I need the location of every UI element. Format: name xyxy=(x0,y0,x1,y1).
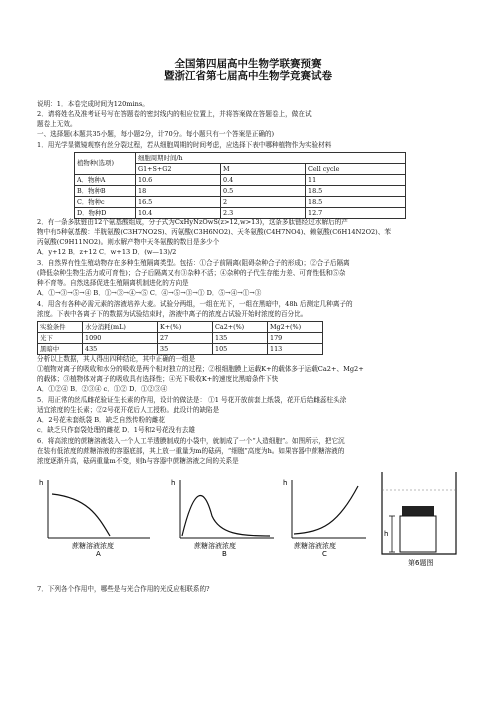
table-cell: 光下 xyxy=(38,333,83,344)
question-3-line: (降低杂种生物生活力或可育性)；合子后隔离又有③杂种不活；④杂种的子代生存能力差、可育性低和⑤杂 xyxy=(37,269,346,277)
graph-xlabel: 蔗糖溶液浓度 xyxy=(294,542,336,550)
table-cell: 2.3 xyxy=(221,208,306,219)
table-row xyxy=(75,208,406,219)
table-cell: 12.7 xyxy=(306,208,406,219)
graph-ylabel: h xyxy=(171,479,176,487)
graph-a xyxy=(38,476,158,556)
question-3-options: A．①→③→⑤→④ B．①→③→④→⑤ C．④→⑤→③→① D．⑤→④→①→③ xyxy=(37,289,262,297)
table-cell: 1090 xyxy=(83,333,158,344)
graph-curve xyxy=(294,486,358,534)
question-6-line: 浓度逐渐升高，砝码重量m不变，则h与容器中蔗糖溶液之间的关系是 xyxy=(37,457,239,465)
table-cell: 105 xyxy=(213,344,268,355)
graph-curve xyxy=(52,494,110,536)
table-row xyxy=(38,333,323,344)
question-6-line: 6．将高浓度的蔗糖溶液装入一个人工半透膜制成的小袋中，就制成了一个“人造细胞”。如图所示，把它沉 xyxy=(37,437,345,445)
note-line: 说明：1．本卷完成时间为120mins。 xyxy=(37,100,149,108)
question-1-stem: 1．用光学显微镜观察有丝分裂过程，若从细胞周期的时间考虑，应选择下表中哪种植物作为实验材料 xyxy=(37,141,332,149)
table-header: 水分消耗(mL) xyxy=(83,322,158,333)
exam-title-line1: 全国第四届高中生物学联赛预赛 xyxy=(174,58,322,70)
question-4-line: 4．用含有各种必需元素的溶液培养大麦。试验分两组，一组在光下，一组在黑暗中，48h 后测定几种离子的 xyxy=(37,300,353,308)
table-cell: A．物种A xyxy=(75,175,136,186)
table-row xyxy=(38,344,323,355)
question-3-line: 种不育等。自然选择促进生殖隔离机制进化的方向是 xyxy=(37,279,189,287)
graph-curve xyxy=(182,496,270,536)
table-header: 实验条件 xyxy=(38,322,83,333)
question-5-option: A．2号花未套纸袋 B．缺乏自然传粉的雌花 xyxy=(37,416,165,424)
table-cell: 35 xyxy=(158,344,213,355)
graph-option-label: B xyxy=(222,550,227,556)
table-row xyxy=(75,186,406,197)
table-cell: 18.5 xyxy=(306,197,406,208)
question-4-line: 分析以上数据，其人得出四种结论，其中正确的一组是 xyxy=(37,355,196,363)
table-cell: 18 xyxy=(136,186,221,197)
graph-c xyxy=(282,476,368,556)
table-corner-cell: 植物种(选项) xyxy=(75,153,136,175)
table-cell: B．物种B xyxy=(75,186,136,197)
table-cell: C．物种c xyxy=(75,197,136,208)
table-cell: 11 xyxy=(306,175,406,186)
graph-ylabel: h xyxy=(39,479,44,487)
ion-table xyxy=(37,321,323,355)
table-cell: 10.6 xyxy=(136,175,221,186)
table-header: K+(%) xyxy=(158,322,213,333)
section-heading: 一、选择题(本题共35小题，每小题2分，计70分。每小题只有一个答案是正确的) xyxy=(37,130,275,138)
table-group-header: 细胞周期时间/h xyxy=(136,153,406,164)
graph-b xyxy=(170,476,280,556)
question-2-line: 物中有5种氨基酸：半胱氨酸(C3H7NO2S)、丙氨酸(C3H6NO2)、天冬氨酸(C4H7NO4)、赖氨酸(C6H14N2O2)、苯 xyxy=(37,228,391,236)
table-cell: D．物种D xyxy=(75,208,136,219)
question-2-line: 丙氨酸(C9H11NO2)。则水解产物中天冬氨酸的数目是多少个 xyxy=(37,238,220,246)
table-cell: 179 xyxy=(268,333,323,344)
table-cell: 18.5 xyxy=(306,186,406,197)
table-cell: 435 xyxy=(83,344,158,355)
height-label: h xyxy=(384,530,389,538)
weight-block xyxy=(402,506,434,516)
question-3-line: 3．自然界有性生殖动物存在多种生殖隔离类型。包括：①合子前隔离(阻碍杂种合子的形成)；②合子后隔离 xyxy=(37,259,350,267)
table-header: G1+S+G2 xyxy=(136,164,221,175)
question-2-line: 2．有一条多肽链由12个氨基酸组成，分子式为CxHyNzOwS(z>12,w>13)，这条多肽链经过水解后的产 xyxy=(37,218,348,226)
table-cell: 0.4 xyxy=(221,175,306,186)
exam-title-line2: 暨浙江省第七届高中生物学竞赛试卷 xyxy=(164,70,332,82)
question-4-line: ①植物对离子的吸收和水分的吸收是两个相对独立的过程；②根细胞膜上运载K+的载体多于运载Ca2+、Mg2+ xyxy=(37,365,364,373)
table-row xyxy=(75,197,406,208)
cell-cycle-table xyxy=(74,152,406,219)
graph-xlabel: 蔗糖溶液浓度 xyxy=(194,542,236,550)
graph-option-label: A xyxy=(96,550,101,556)
table-header: Ca2+(%) xyxy=(213,322,268,333)
question-5-line: 5．用正常的丝瓜雌花验证生长素的作用，设计的做法是： ①1 号花开放前套上纸袋，花开后给雌蕊柱头涂 xyxy=(37,396,347,404)
table-cell: 135 xyxy=(213,333,268,344)
artificial-cell-figure xyxy=(372,468,464,568)
table-cell: 黑暗中 xyxy=(38,344,83,355)
question-6-line: 在装有低浓度的蔗糖溶液的容器底部，其上放一重量为m的砝码，“细胞”高度为h。如果容器中蔗糖溶液的 xyxy=(37,447,345,455)
artificial-cell-bag xyxy=(400,516,436,552)
table-cell: 113 xyxy=(268,344,323,355)
graph-xlabel: 蔗糖溶液浓度 xyxy=(72,542,114,550)
graph-ylabel: h xyxy=(283,479,288,487)
table-cell: 2 xyxy=(221,197,306,208)
question-5-option: c．缺乏只作套袋处理的雌花 D．1号和2号花没有去雄 xyxy=(37,426,195,434)
question-4-options: A．①②④ B．②③④ c．①② D．①②③④ xyxy=(37,385,168,393)
table-cell: 10.4 xyxy=(136,208,221,219)
figure-caption: 第6题图 xyxy=(408,559,434,567)
note-line: 2．请将姓名及准考证号写在答题卷的密封线内的相应位置上，并将答案做在答题卷上，做在试 xyxy=(37,110,312,118)
table-header: M xyxy=(221,164,306,175)
table-header: Mg2+(%) xyxy=(268,322,323,333)
table-cell: 16.5 xyxy=(136,197,221,208)
table-row xyxy=(75,175,406,186)
note-line: 题卷上无效。 xyxy=(37,120,77,128)
graph-option-label: C xyxy=(322,550,327,556)
table-cell: 0.5 xyxy=(221,186,306,197)
question-7-stem: 7．下列各个作用中，哪些是与光合作用的光反应相联系的? xyxy=(37,585,210,593)
question-2-options: A．y+12 B．z+12 C．w+13 D．(w—13)/2 xyxy=(37,248,177,256)
table-cell: 27 xyxy=(158,333,213,344)
question-4-line: 的载体；③植物体对离子的吸收具有选择性；④光下吸收K+的速度比黑暗条件下快 xyxy=(37,375,279,383)
question-5-line: 适宜浓度的生长素；②2号花开花后人工授粉。此设计的缺陷是 xyxy=(37,406,220,414)
table-header: Cell cycle xyxy=(306,164,406,175)
question-4-line: 浓度。下表中各离子下的数据为试验结束时，溶液中离子的浓度占试验开始时浓度的百分比。 xyxy=(37,310,308,318)
